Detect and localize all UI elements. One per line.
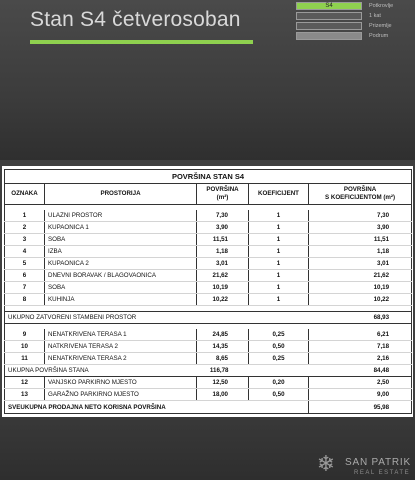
row-num: 13 (5, 389, 45, 401)
brand-logo (312, 450, 412, 480)
row-total: 10,19 (309, 282, 412, 294)
legend-item-prizemlje (296, 22, 408, 31)
legend-label-potkrovlje: Potkrovlje (369, 3, 394, 9)
header-povrsina (197, 184, 249, 205)
row-num: 12 (5, 377, 45, 389)
subtotal-enclosed-row (5, 312, 412, 324)
row-room: SOBA (45, 234, 197, 246)
table-row (5, 353, 412, 365)
row-num: 1 (5, 210, 45, 222)
grand-total-row (5, 401, 412, 414)
row-total: 2,16 (309, 353, 412, 365)
row-num: 8 (5, 294, 45, 306)
row-room: NENATKRIVENA TERASA 2 (45, 353, 197, 365)
row-coef: 1 (249, 282, 309, 294)
row-coef: 0,25 (249, 329, 309, 341)
row-area: 21,62 (197, 270, 249, 282)
row-room: GARAŽNO PARKIRNO MJESTO (45, 389, 197, 401)
legend-swatch-prizemlje (296, 22, 362, 30)
row-area: 18,00 (197, 389, 249, 401)
row-total: 9,00 (309, 389, 412, 401)
subtotal-apartment-row (5, 365, 412, 377)
row-coef: 1 (249, 222, 309, 234)
table-row (5, 210, 412, 222)
row-room: VANJSKO PARKIRNO MJESTO (45, 377, 197, 389)
row-room: ULAZNI PROSTOR (45, 210, 197, 222)
area-table (4, 169, 412, 414)
row-coef: 1 (249, 270, 309, 282)
row-room: NATKRIVENA TERASA 2 (45, 341, 197, 353)
row-total: 1,18 (309, 246, 412, 258)
header-koeficijent: KOEFICIJENT (249, 184, 309, 205)
row-room: SOBA (45, 282, 197, 294)
table-row (5, 294, 412, 306)
table-title: POVRŠINA STAN S4 (5, 170, 412, 184)
row-coef: 1 (249, 258, 309, 270)
row-coef: 0,50 (249, 389, 309, 401)
row-num: 11 (5, 353, 45, 365)
brand-name: SAN PATRIK (345, 457, 411, 468)
table-row (5, 341, 412, 353)
legend-swatch-podrum (296, 32, 362, 40)
row-area: 3,90 (197, 222, 249, 234)
snowflake-icon: ❄ (316, 451, 336, 476)
row-area: 1,18 (197, 246, 249, 258)
table-row (5, 270, 412, 282)
row-total: 3,90 (309, 222, 412, 234)
row-room: NENATKRIVENA TERASA 1 (45, 329, 197, 341)
row-total: 10,22 (309, 294, 412, 306)
row-area: 10,22 (197, 294, 249, 306)
table-row (5, 246, 412, 258)
row-num: 7 (5, 282, 45, 294)
row-coef: 1 (249, 234, 309, 246)
header-povrsina-unit: (m²) (216, 194, 229, 201)
row-num: 2 (5, 222, 45, 234)
header-povrsina-koef (309, 184, 412, 205)
table-row (5, 389, 412, 401)
row-area: 10,19 (197, 282, 249, 294)
subtotal-apartment-label: UKUPNA POVRŠINA STANA (5, 365, 197, 377)
grand-total-label: SVEUKUPNA PRODAJNA NETO KORISNA POVRŠINA (5, 401, 309, 414)
legend-item-potkrovlje (296, 2, 408, 11)
row-total: 7,30 (309, 210, 412, 222)
legend-item-1-kat (296, 12, 408, 21)
header-povrsina-label: POVRŠINA (206, 186, 239, 193)
legend-item-podrum (296, 32, 408, 41)
page-title: Stan S4 četverosoban (30, 8, 241, 31)
grand-total-value: 95,98 (309, 401, 412, 414)
legend-swatch-potkrovlje: S4 (296, 2, 362, 10)
row-total: 2,50 (309, 377, 412, 389)
row-room: KUPAONICA 2 (45, 258, 197, 270)
header-oznaka: OZNAKA (5, 184, 45, 205)
row-room: KUHINJA (45, 294, 197, 306)
row-num: 9 (5, 329, 45, 341)
subtotal-enclosed-total: 68,93 (309, 312, 412, 324)
row-area: 12,50 (197, 377, 249, 389)
row-area: 8,65 (197, 353, 249, 365)
legend-label-1-kat: 1 kat (369, 13, 381, 19)
row-num: 4 (5, 246, 45, 258)
floor-legend (296, 2, 408, 42)
area-table-sheet (2, 166, 413, 417)
table-row (5, 329, 412, 341)
legend-swatch-1-kat (296, 12, 362, 20)
header-povrsina-koef-label: POVRŠINA (343, 186, 377, 193)
row-area: 7,30 (197, 210, 249, 222)
table-row (5, 234, 412, 246)
row-total: 11,51 (309, 234, 412, 246)
brand-subtitle: REAL ESTATE (354, 470, 411, 476)
table-row (5, 258, 412, 270)
row-coef: 0,20 (249, 377, 309, 389)
subtotal-enclosed-label: UKUPNO ZATVORENI STAMBENI PROSTOR (5, 312, 309, 324)
row-area: 14,35 (197, 341, 249, 353)
header-prostorija: PROSTORIJA (45, 184, 197, 205)
row-coef: 0,25 (249, 353, 309, 365)
row-num: 3 (5, 234, 45, 246)
title-underline (30, 40, 253, 44)
row-room: DNEVNI BORAVAK / BLAGOVAONICA (45, 270, 197, 282)
table-row (5, 282, 412, 294)
row-total: 3,01 (309, 258, 412, 270)
row-num: 6 (5, 270, 45, 282)
subtotal-apartment-total: 84,48 (309, 365, 412, 377)
header-povrsina-koef-unit: S KOEFICIJENTOM (m²) (325, 194, 396, 201)
row-room: KUPAONICA 1 (45, 222, 197, 234)
row-room: IZBA (45, 246, 197, 258)
row-num: 10 (5, 341, 45, 353)
row-coef: 1 (249, 246, 309, 258)
row-area: 3,01 (197, 258, 249, 270)
legend-label-podrum: Podrum (369, 33, 389, 39)
row-coef: 0,50 (249, 341, 309, 353)
row-area: 11,51 (197, 234, 249, 246)
row-total: 21,62 (309, 270, 412, 282)
row-area: 24,85 (197, 329, 249, 341)
row-total: 7,18 (309, 341, 412, 353)
row-num: 5 (5, 258, 45, 270)
row-coef: 1 (249, 294, 309, 306)
table-row (5, 377, 412, 389)
row-coef: 1 (249, 210, 309, 222)
subtotal-apartment-area: 116,78 (197, 365, 249, 377)
table-row (5, 222, 412, 234)
legend-label-prizemlje: Prizemlje (369, 23, 392, 29)
row-total: 6,21 (309, 329, 412, 341)
